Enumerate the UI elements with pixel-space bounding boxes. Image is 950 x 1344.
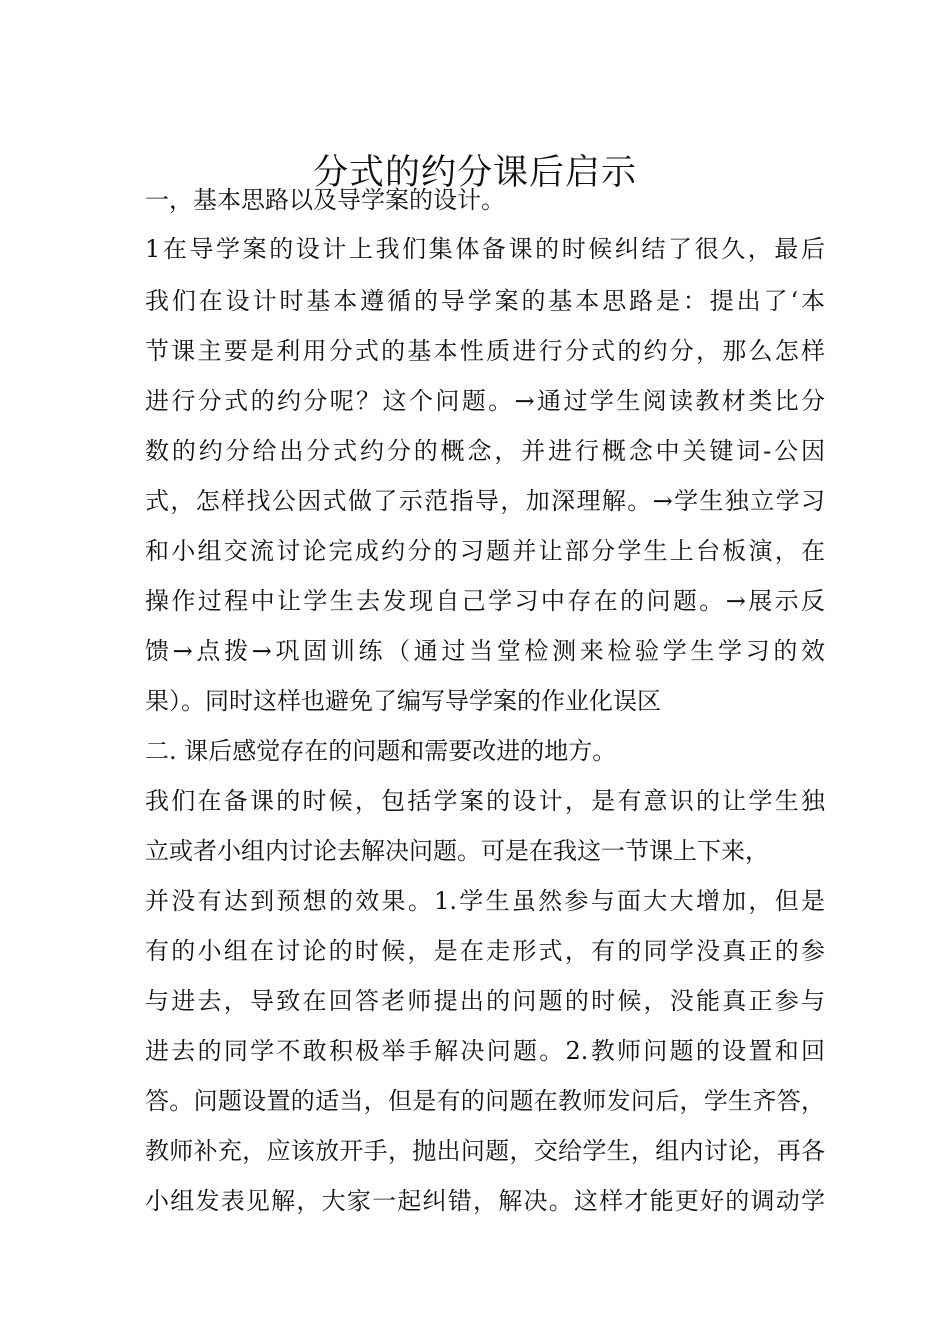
section-heading-1: 一，基本思路以及导学案的设计。	[145, 186, 505, 214]
paragraph-line-7: 和小组交流讨论完成约分的习题并让部分学生上台板演，在	[145, 537, 825, 565]
paragraph-line-15: 与进去，导致在回答老师提出的问题的时候，没能真正参与	[145, 987, 825, 1015]
paragraph-line-3: 节课主要是利用分式的基本性质进行分式的约分，那么怎样	[145, 337, 825, 365]
paragraph-line-12: 立或者小组内讨论去解决问题。可是在我这一节课上下来，	[145, 837, 769, 865]
paragraph-line-5: 数的约分给出分式约分的概念，并进行概念中关键词-公因	[145, 437, 825, 465]
paragraph-line-13: 并没有达到预想的效果。1.学生虽然参与面大大增加，但是	[145, 887, 825, 915]
paragraph-line-2: 我们在设计时基本遵循的导学案的基本思路是：提出了‘本	[145, 287, 825, 315]
paragraph-line-4: 进行分式的约分呢？这个问题。→通过学生阅读教材类比分	[145, 387, 825, 415]
paragraph-line-14: 有的小组在讨论的时候，是在走形式，有的同学没真正的参	[145, 937, 825, 965]
paragraph-line-1: 1在导学案的设计上我们集体备课的时候纠结了很久，最后	[145, 235, 825, 263]
paragraph-line-17: 答。问题设置的适当，但是有的问题在教师发问后，学生齐答，	[145, 1087, 825, 1115]
paragraph-line-11: 我们在备课的时候，包括学案的设计，是有意识的让学生独	[145, 787, 825, 815]
paragraph-line-6: 式，怎样找公因式做了示范指导，加深理解。→学生独立学习	[145, 487, 825, 515]
document-title: 分式的约分课后启示	[312, 153, 637, 194]
paragraph-line-8: 操作过程中让学生去发现自己学习中存在的问题。→展示反	[145, 587, 825, 615]
paragraph-line-10: 果）。同时这样也避免了编写导学案的作业化误区	[145, 687, 661, 715]
paragraph-line-18: 教师补充，应该放开手，抛出问题，交给学生，组内讨论，再各	[145, 1137, 825, 1165]
paragraph-line-19: 小组发表见解，大家一起纠错，解决。这样才能更好的调动学	[145, 1187, 825, 1215]
paragraph-line-9: 馈→点拨→巩固训练（通过当堂检测来检验学生学习的效	[145, 637, 825, 665]
paragraph-line-16: 进去的同学不敢积极举手解决问题。2.教师问题的设置和回	[145, 1037, 825, 1065]
section-heading-2: 二. 课后感觉存在的问题和需要改进的地方。	[145, 737, 617, 765]
